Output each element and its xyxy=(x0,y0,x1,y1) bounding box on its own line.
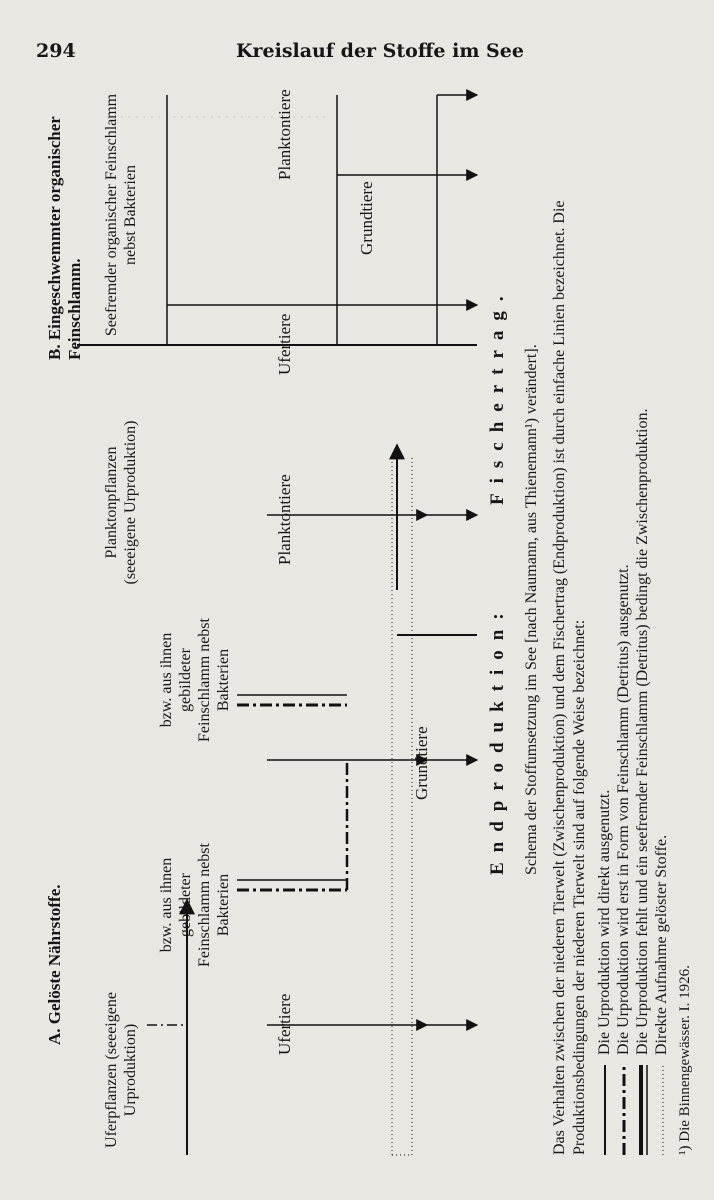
footnote: ¹) Die Binnengewässer. I. 1926. xyxy=(677,965,693,1155)
legend-item-3: Die Urproduktion fehlt und ein seefremder Feinschlamm (Detritus) bedingt die Zwischenproduktion. xyxy=(634,408,651,1055)
section-b-planktontiere: Planktontiere xyxy=(275,89,294,180)
endproduktion-label: Endproduktion: xyxy=(487,603,508,875)
legend-item-2: Die Urproduktion wird erst in Form von Feinschlamm (Detritus) ausgenutzt. xyxy=(615,564,632,1055)
legend-item-4: Direkte Aufnahme gelöster Stoffe. xyxy=(653,834,670,1055)
section-a-grundtiere: Grundtiere xyxy=(412,726,431,800)
section-a-planktontiere: Planktontiere xyxy=(275,474,294,565)
section-a-ufertiere: Ufertiere xyxy=(275,993,294,1055)
section-b-grundtiere: Grundtiere xyxy=(357,181,376,255)
legend-item-1: Die Urproduktion wird direkt ausgenutzt. xyxy=(596,789,613,1055)
section-a-title: A. Gelöste Nährstoffe. xyxy=(45,884,64,1045)
section-a-right-detritus: bzw. aus ihnen gebildeter Feinschlamm nebst Bakterien xyxy=(158,618,232,742)
rotated-figure-page xyxy=(17,75,697,1175)
section-b-source: Seefremder organischer Feinschlamm nebst Bakterien xyxy=(103,93,139,337)
fischertrag-label: Fischertrag. xyxy=(487,286,508,505)
section-a-lines xyxy=(147,445,477,1155)
section-b-ufertiere: Ufertiere xyxy=(275,313,294,375)
section-a-left-source: Uferpflanzen (seeeigene Urproduktion) xyxy=(103,992,139,1148)
section-b-title: B. Eingeschwemmter organischer Feinschlamm. xyxy=(45,116,84,360)
running-title: Kreislauf der Stoffe im See xyxy=(236,40,524,62)
section-a-right-source: Planktonpflanzen (seeeigene Urproduktion) xyxy=(103,420,139,585)
figure-caption: Schema der Stoffumsetzung im See [nach Naumann, aus Thienemann¹) verändert]. xyxy=(523,344,540,875)
figure-explanation: Das Verhalten zwischen der niederen Tierwelt (Zwischenproduktion) und dem Fischertrag (Endproduktion) ist durch einfache Linien bezeichnet. Die Produktionsbedingungen der niederen Tierwelt sind auf folgende Weise bezeichnet: xyxy=(551,200,588,1155)
section-a-left-detritus: bzw. aus ihnen gebildeter Feinschlamm nebst Bakterien xyxy=(158,843,232,967)
page-header xyxy=(36,40,624,66)
legend-samples xyxy=(605,1065,663,1155)
show-through-text: . . . . . . . . . . . . . . . . . . . . . . . . . . . . xyxy=(120,106,327,122)
page-number: 294 xyxy=(36,40,76,62)
